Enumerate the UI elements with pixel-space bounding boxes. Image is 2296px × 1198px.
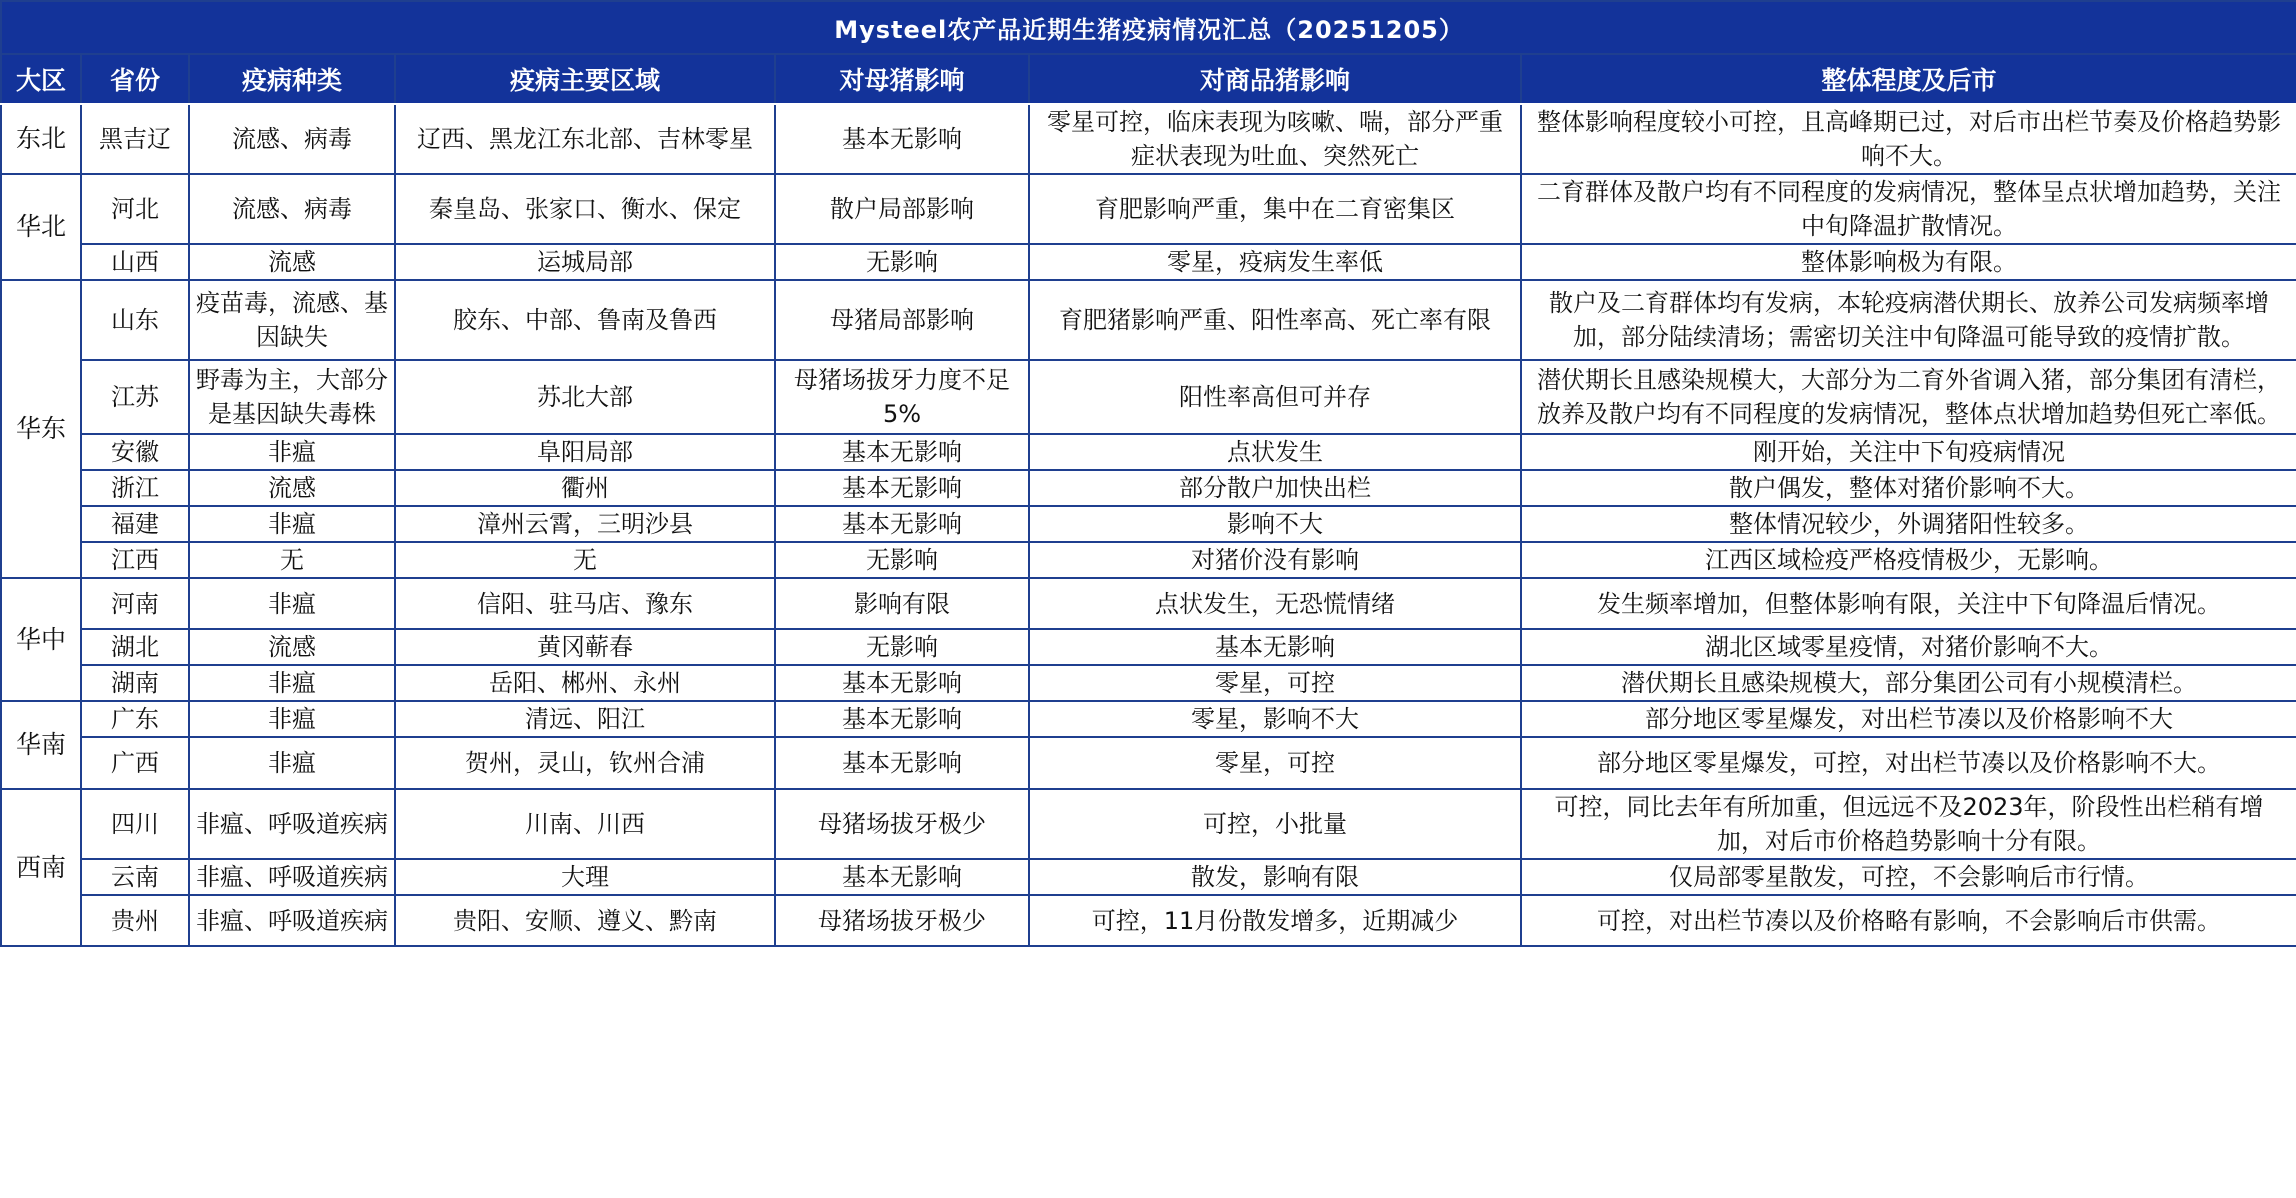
disease-type-cell: 非瘟、呼吸道疾病 (189, 859, 395, 895)
disease-type-cell: 流感、病毒 (189, 104, 395, 174)
province-cell: 云南 (81, 859, 189, 895)
sow-impact-cell: 母猪场拔牙极少 (775, 789, 1029, 859)
disease-type-cell: 流感、病毒 (189, 174, 395, 244)
overall-outlook-cell: 潜伏期长且感染规模大，部分集团公司有小规模清栏。 (1521, 665, 2296, 701)
table-row (1, 665, 2296, 701)
overall-outlook-cell: 散户及二育群体均有发病，本轮疫病潜伏期长、放养公司发病频率增加，部分陆续清场；需密切关注中旬降温可能导致的疫情扩散。 (1521, 280, 2296, 360)
table-row (1, 244, 2296, 280)
sow-impact-cell: 无影响 (775, 629, 1029, 665)
main-area-cell: 清远、阳江 (395, 701, 775, 737)
sow-impact-cell: 母猪场拔牙极少 (775, 895, 1029, 946)
overall-outlook-cell: 发生频率增加，但整体影响有限，关注中下旬降温后情况。 (1521, 578, 2296, 629)
main-area-cell: 辽西、黑龙江东北部、吉林零星 (395, 104, 775, 174)
province-cell: 四川 (81, 789, 189, 859)
province-cell: 山东 (81, 280, 189, 360)
main-area-cell: 阜阳局部 (395, 434, 775, 470)
table-row (1, 360, 2296, 434)
overall-outlook-cell: 潜伏期长且感染规模大，大部分为二育外省调入猪，部分集团有清栏，放养及散户均有不同程度的发病情况，整体点状增加趋势但死亡率低。 (1521, 360, 2296, 434)
commercial-impact-cell: 零星，可控 (1029, 737, 1521, 789)
column-header-disease-type: 疫病种类 (189, 54, 395, 104)
commercial-impact-cell: 影响不大 (1029, 506, 1521, 542)
commercial-impact-cell: 可控，小批量 (1029, 789, 1521, 859)
header-row (1, 54, 2296, 104)
sow-impact-cell: 基本无影响 (775, 506, 1029, 542)
province-cell: 河南 (81, 578, 189, 629)
commercial-impact-cell: 点状发生，无恐慌情绪 (1029, 578, 1521, 629)
sow-impact-cell: 基本无影响 (775, 859, 1029, 895)
disease-type-cell: 非瘟 (189, 737, 395, 789)
overall-outlook-cell: 二育群体及散户均有不同程度的发病情况，整体呈点状增加趋势，关注中旬降温扩散情况。 (1521, 174, 2296, 244)
commercial-impact-cell: 部分散户加快出栏 (1029, 470, 1521, 506)
table-row (1, 701, 2296, 737)
disease-type-cell: 流感 (189, 470, 395, 506)
overall-outlook-cell: 可控，对出栏节凑以及价格略有影响，不会影响后市供需。 (1521, 895, 2296, 946)
overall-outlook-cell: 可控，同比去年有所加重，但远远不及2023年，阶段性出栏稍有增加，对后市价格趋势影响十分有限。 (1521, 789, 2296, 859)
overall-outlook-cell: 部分地区零星爆发，可控，对出栏节凑以及价格影响不大。 (1521, 737, 2296, 789)
region-cell: 华中 (1, 578, 81, 701)
column-header-overall-outlook: 整体程度及后市 (1521, 54, 2296, 104)
disease-type-cell: 非瘟、呼吸道疾病 (189, 895, 395, 946)
table-row (1, 578, 2296, 629)
main-area-cell: 贺州，灵山，钦州合浦 (395, 737, 775, 789)
column-header-province: 省份 (81, 54, 189, 104)
disease-type-cell: 非瘟 (189, 434, 395, 470)
column-header-commercial-impact: 对商品猪影响 (1029, 54, 1521, 104)
overall-outlook-cell: 湖北区域零星疫情，对猪价影响不大。 (1521, 629, 2296, 665)
main-area-cell: 黄冈蕲春 (395, 629, 775, 665)
overall-outlook-cell: 整体情况较少，外调猪阳性较多。 (1521, 506, 2296, 542)
region-cell: 西南 (1, 789, 81, 946)
overall-outlook-cell: 仅局部零星散发，可控，不会影响后市行情。 (1521, 859, 2296, 895)
commercial-impact-cell: 零星，影响不大 (1029, 701, 1521, 737)
disease-type-cell: 无 (189, 542, 395, 578)
commercial-impact-cell: 零星可控，临床表现为咳嗽、喘，部分严重症状表现为吐血、突然死亡 (1029, 104, 1521, 174)
disease-type-cell: 非瘟、呼吸道疾病 (189, 789, 395, 859)
province-cell: 广西 (81, 737, 189, 789)
province-cell: 湖北 (81, 629, 189, 665)
disease-type-cell: 流感 (189, 629, 395, 665)
sow-impact-cell: 母猪场拔牙力度不足5% (775, 360, 1029, 434)
main-area-cell: 苏北大部 (395, 360, 775, 434)
province-cell: 浙江 (81, 470, 189, 506)
commercial-impact-cell: 阳性率高但可并存 (1029, 360, 1521, 434)
sow-impact-cell: 基本无影响 (775, 737, 1029, 789)
province-cell: 贵州 (81, 895, 189, 946)
table-row (1, 174, 2296, 244)
commercial-impact-cell: 点状发生 (1029, 434, 1521, 470)
disease-type-cell: 野毒为主，大部分是基因缺失毒株 (189, 360, 395, 434)
province-cell: 黑吉辽 (81, 104, 189, 174)
title-row (1, 1, 2296, 54)
commercial-impact-cell: 对猪价没有影响 (1029, 542, 1521, 578)
sow-impact-cell: 基本无影响 (775, 434, 1029, 470)
table-row (1, 895, 2296, 946)
table-row (1, 542, 2296, 578)
main-area-cell: 秦皇岛、张家口、衡水、保定 (395, 174, 775, 244)
province-cell: 湖南 (81, 665, 189, 701)
province-cell: 广东 (81, 701, 189, 737)
disease-type-cell: 非瘟 (189, 578, 395, 629)
commercial-impact-cell: 育肥猪影响严重、阳性率高、死亡率有限 (1029, 280, 1521, 360)
disease-type-cell: 流感 (189, 244, 395, 280)
sow-impact-cell: 散户局部影响 (775, 174, 1029, 244)
main-area-cell: 大理 (395, 859, 775, 895)
table-row (1, 629, 2296, 665)
overall-outlook-cell: 整体影响极为有限。 (1521, 244, 2296, 280)
province-cell: 河北 (81, 174, 189, 244)
table-row (1, 434, 2296, 470)
column-header-main-area: 疫病主要区域 (395, 54, 775, 104)
province-cell: 江西 (81, 542, 189, 578)
sow-impact-cell: 影响有限 (775, 578, 1029, 629)
commercial-impact-cell: 可控，11月份散发增多，近期减少 (1029, 895, 1521, 946)
sow-impact-cell: 无影响 (775, 542, 1029, 578)
province-cell: 江苏 (81, 360, 189, 434)
main-area-cell: 漳州云霄，三明沙县 (395, 506, 775, 542)
overall-outlook-cell: 整体影响程度较小可控，且高峰期已过，对后市出栏节奏及价格趋势影响不大。 (1521, 104, 2296, 174)
main-area-cell: 胶东、中部、鲁南及鲁西 (395, 280, 775, 360)
region-cell: 华北 (1, 174, 81, 280)
overall-outlook-cell: 部分地区零星爆发，对出栏节凑以及价格影响不大 (1521, 701, 2296, 737)
table-row (1, 506, 2296, 542)
table-row (1, 859, 2296, 895)
disease-type-cell: 非瘟 (189, 701, 395, 737)
table-title: Mysteel农产品近期生猪疫病情况汇总（20251205） (1, 1, 2296, 54)
sow-impact-cell: 母猪局部影响 (775, 280, 1029, 360)
commercial-impact-cell: 育肥影响严重，集中在二育密集区 (1029, 174, 1521, 244)
table-row (1, 470, 2296, 506)
main-area-cell: 川南、川西 (395, 789, 775, 859)
overall-outlook-cell: 刚开始，关注中下旬疫病情况 (1521, 434, 2296, 470)
commercial-impact-cell: 零星，疫病发生率低 (1029, 244, 1521, 280)
commercial-impact-cell: 零星，可控 (1029, 665, 1521, 701)
main-area-cell: 无 (395, 542, 775, 578)
main-area-cell: 衢州 (395, 470, 775, 506)
table-row (1, 280, 2296, 360)
commercial-impact-cell: 散发，影响有限 (1029, 859, 1521, 895)
disease-type-cell: 疫苗毒，流感、基因缺失 (189, 280, 395, 360)
overall-outlook-cell: 散户偶发，整体对猪价影响不大。 (1521, 470, 2296, 506)
table-row (1, 737, 2296, 789)
table-row (1, 104, 2296, 174)
main-area-cell: 贵阳、安顺、遵义、黔南 (395, 895, 775, 946)
main-area-cell: 运城局部 (395, 244, 775, 280)
province-cell: 安徽 (81, 434, 189, 470)
sow-impact-cell: 基本无影响 (775, 470, 1029, 506)
sow-impact-cell: 基本无影响 (775, 701, 1029, 737)
province-cell: 福建 (81, 506, 189, 542)
region-cell: 东北 (1, 104, 81, 174)
overall-outlook-cell: 江西区域检疫严格疫情极少，无影响。 (1521, 542, 2296, 578)
province-cell: 山西 (81, 244, 189, 280)
main-area-cell: 岳阳、郴州、永州 (395, 665, 775, 701)
disease-type-cell: 非瘟 (189, 506, 395, 542)
sow-impact-cell: 基本无影响 (775, 104, 1029, 174)
column-header-sow-impact: 对母猪影响 (775, 54, 1029, 104)
sow-impact-cell: 无影响 (775, 244, 1029, 280)
region-cell: 华南 (1, 701, 81, 789)
sow-impact-cell: 基本无影响 (775, 665, 1029, 701)
region-cell: 华东 (1, 280, 81, 578)
disease-type-cell: 非瘟 (189, 665, 395, 701)
column-header-region: 大区 (1, 54, 81, 104)
commercial-impact-cell: 基本无影响 (1029, 629, 1521, 665)
table-row (1, 789, 2296, 859)
main-area-cell: 信阳、驻马店、豫东 (395, 578, 775, 629)
